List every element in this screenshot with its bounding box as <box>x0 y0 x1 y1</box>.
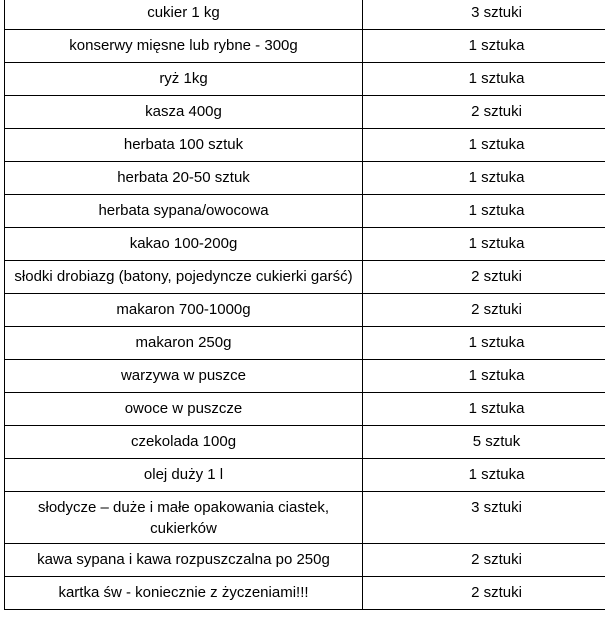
table-row <box>5 30 605 63</box>
quantity-cell: 1 sztuka <box>363 393 605 426</box>
quantity-cell: 1 sztuka <box>363 195 605 228</box>
table-row <box>5 261 605 294</box>
quantity-cell: 2 sztuki <box>363 96 605 129</box>
table-row <box>5 459 605 492</box>
item-cell: owoce w puszcze <box>5 393 363 426</box>
quantity-cell: 1 sztuka <box>363 228 605 261</box>
table-row <box>5 577 605 610</box>
quantity-cell: 2 sztuki <box>363 577 605 610</box>
item-cell: ryż 1kg <box>5 63 363 96</box>
item-cell: makaron 250g <box>5 327 363 360</box>
item-cell: kawa sypana i kawa rozpuszczalna po 250g <box>5 544 363 577</box>
table-row <box>5 360 605 393</box>
quantity-cell: 2 sztuki <box>363 294 605 327</box>
item-cell: konserwy mięsne lub rybne - 300g <box>5 30 363 63</box>
table-row <box>5 0 605 30</box>
quantity-cell: 1 sztuka <box>363 360 605 393</box>
quantity-cell: 1 sztuka <box>363 327 605 360</box>
quantity-cell: 1 sztuka <box>363 459 605 492</box>
item-cell: olej duży 1 l <box>5 459 363 492</box>
quantity-cell: 1 sztuka <box>363 30 605 63</box>
item-cell: warzywa w puszce <box>5 360 363 393</box>
table-row <box>5 162 605 195</box>
item-cell: kakao 100-200g <box>5 228 363 261</box>
table-row <box>5 426 605 459</box>
table-row <box>5 96 605 129</box>
item-cell: herbata 100 sztuk <box>5 129 363 162</box>
quantity-cell: 3 sztuki <box>363 0 605 30</box>
table-row <box>5 195 605 228</box>
table-row <box>5 492 605 544</box>
item-cell: czekolada 100g <box>5 426 363 459</box>
table-row <box>5 63 605 96</box>
quantity-cell: 2 sztuki <box>363 261 605 294</box>
table-row <box>5 327 605 360</box>
table-row <box>5 129 605 162</box>
item-cell: herbata 20-50 sztuk <box>5 162 363 195</box>
quantity-cell: 3 sztuki <box>363 492 605 544</box>
table-row <box>5 294 605 327</box>
item-cell: kartka św - koniecznie z życzeniami!!! <box>5 577 363 610</box>
item-cell: herbata sypana/owocowa <box>5 195 363 228</box>
item-cell: makaron 700-1000g <box>5 294 363 327</box>
item-cell: słodycze – duże i małe opakowania ciastek, cukierków <box>5 492 363 544</box>
shopping-list-table <box>4 0 605 610</box>
quantity-cell: 1 sztuka <box>363 162 605 195</box>
table-row <box>5 228 605 261</box>
quantity-cell: 2 sztuki <box>363 544 605 577</box>
item-cell: cukier 1 kg <box>5 0 363 30</box>
quantity-cell: 5 sztuk <box>363 426 605 459</box>
table-row <box>5 544 605 577</box>
quantity-cell: 1 sztuka <box>363 63 605 96</box>
quantity-cell: 1 sztuka <box>363 129 605 162</box>
item-cell: kasza 400g <box>5 96 363 129</box>
table-row <box>5 393 605 426</box>
item-cell: słodki drobiazg (batony, pojedyncze cukierki garść) <box>5 261 363 294</box>
